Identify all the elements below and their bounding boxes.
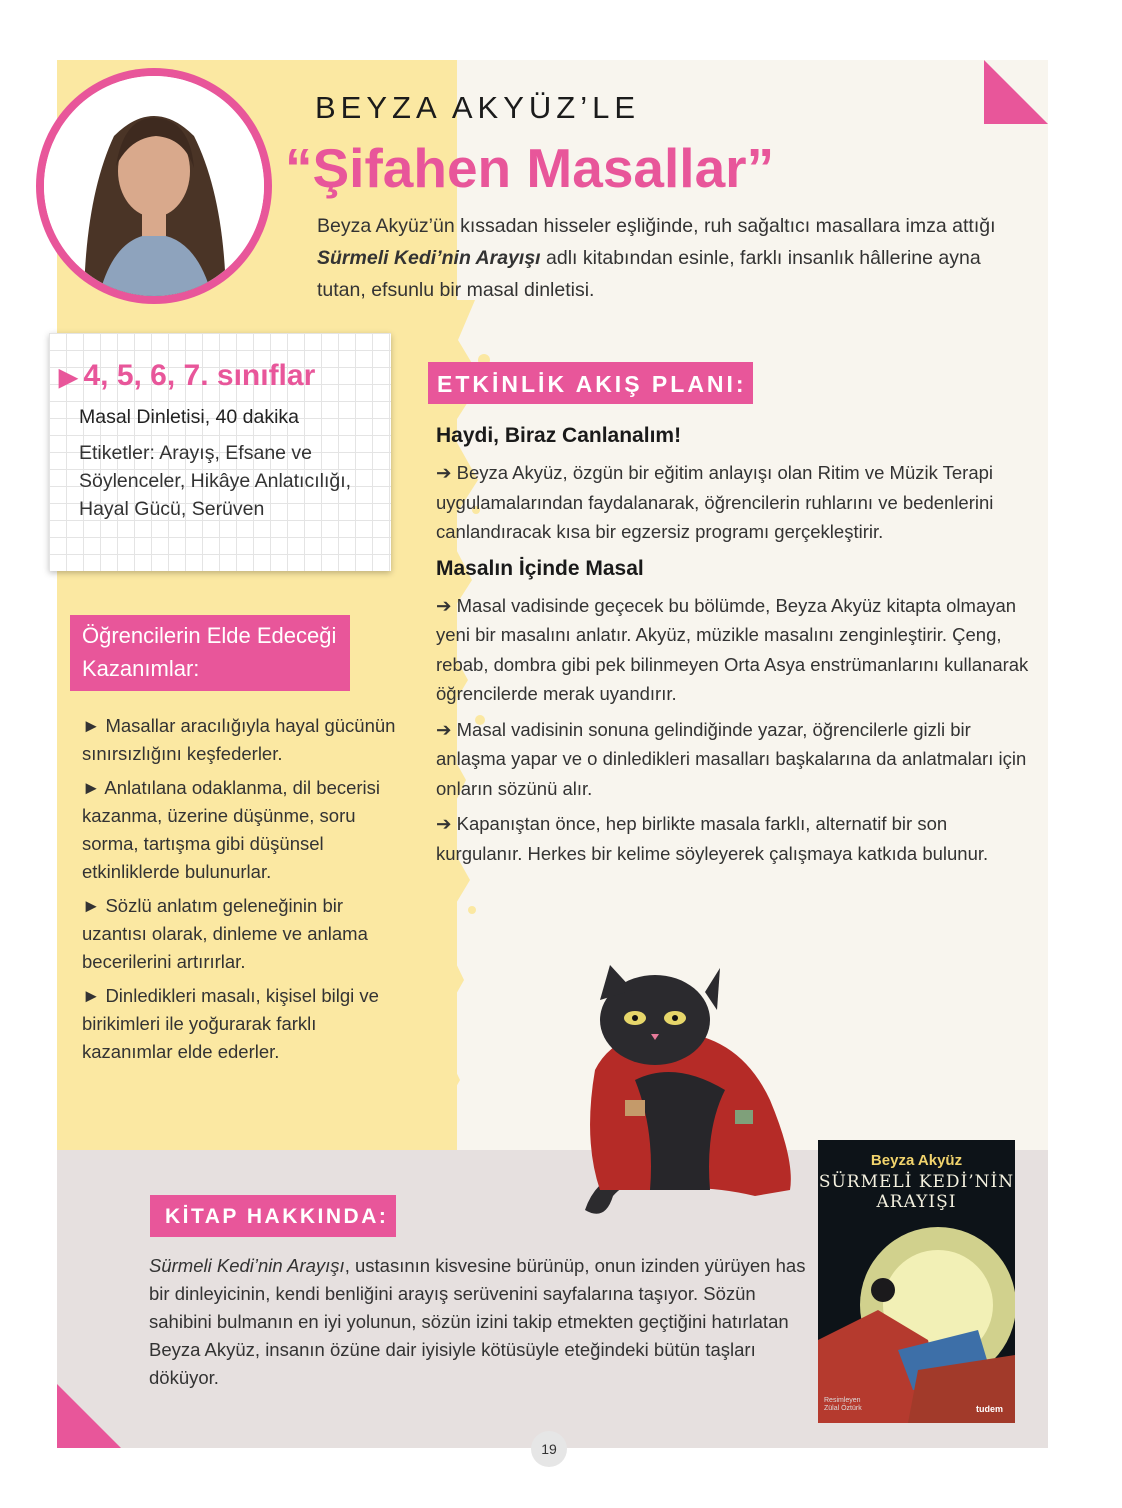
grades-text: 4, 5, 6, 7. sınıflar xyxy=(83,359,316,392)
outcome-item: ► Anlatılana odaklanma, dil becerisi kazanma, üzerine düşünme, soru sorma, tartışma gibi düşünsel etkinliklerde bulunurlar. xyxy=(82,777,381,882)
page-title: “Şifahen Masallar” xyxy=(285,137,775,199)
author-photo xyxy=(44,76,264,296)
outcomes-label: Öğrencilerin Elde Edeceği Kazanımlar: xyxy=(70,615,350,691)
about-book-text xyxy=(149,1252,809,1392)
flow-item: ➔ Masal vadisinin sonuna gelindiğinde yazar, öğrencilerle gizli bir anlaşma yapar ve o dinledikleri masalları başkalarına da anlatmaları için onların sözünü alır. xyxy=(436,718,1027,799)
info-card xyxy=(49,333,391,571)
book-cover-illustrator: Zülal Öztürk xyxy=(824,1405,862,1412)
intro-book-title: Sürmeli Kedi’nin Arayışı xyxy=(317,247,541,269)
book-cover-credit-role: Resimleyen xyxy=(824,1397,861,1404)
about-book-title: Sürmeli Kedi’nin Arayışı xyxy=(149,1255,345,1276)
page-number: 19 xyxy=(531,1431,567,1467)
cat-illustration xyxy=(555,960,805,1230)
flow-item: ➔ Masal vadisinde geçecek bu bölümde, Beyza Akyüz kitapta olmayan yeni bir masalını anlatır. Akyüz, müzikle masalını zenginleştirir. Çeng, rebab, dombra gibi pek bilinmeyen Orta Asya enstrümanlarını kullanarak öğrencilerde merak uyandırır. xyxy=(436,594,1029,704)
grades-heading xyxy=(59,359,315,393)
outcome-item: ► Dinledikleri masalı, kişisel bilgi ve birikimleri ile yoğurarak farklı kazanımlar elde ederler. xyxy=(82,985,379,1062)
play-triangle-icon: ▶ xyxy=(59,364,78,391)
about-book-body: , ustasının kisvesine bürünüp, onun izinden yürüyen has bir dinleyicinin, kendi benliğini arayış serüvenini sayfalarına taşıyor. Sözün sahibini bulmanın en iyi yolunun, sözün izini takip etmekten geçtiğini hatırlatan Beyza Akyüz, insanın özüne dair iyisiyle kötüsüyle eteğindeki bütün taşları döküyor. xyxy=(149,1255,806,1388)
outcome-item: ► Sözlü anlatım geleneğinin bir uzantısı olarak, dinleme ve anlama becerilerini artırırlar. xyxy=(82,895,368,972)
book-cover-credit xyxy=(824,1397,862,1413)
book-cover-author: Beyza Akyüz xyxy=(870,1152,963,1169)
eyebrow-title: BEYZA AKYÜZ’LE xyxy=(315,90,640,125)
flow-plan xyxy=(436,424,1036,874)
flow-item: ➔ Beyza Akyüz, özgün bir eğitim anlayışı olan Ritim ve Müzik Terapi uygulamalarından faydalanarak, öğrencilerin ruhlarını ve bedenlerini canlandıracak kısa bir egzersiz programı gerçekleştirir. xyxy=(436,462,994,542)
book-cover-title xyxy=(818,1172,1015,1212)
outcomes-list xyxy=(82,712,400,1072)
flow-plan-label: ETKİNLİK AKIŞ PLANI: xyxy=(428,362,753,404)
flow-item: ➔ Kapanıştan önce, hep birlikte masala farklı, alternatif bir son kurgulanır. Herkes bir kelime söyleyerek çalışmaya katkıda bulunur. xyxy=(436,813,989,864)
corner-triangle-top-right xyxy=(984,60,1048,124)
book-cover xyxy=(818,1140,1015,1423)
book-cover-title-line2: ARAYIŞI xyxy=(876,1192,957,1212)
tags-text: Etiketler: Arayış, Efsane ve Söylenceler, Hikâye Anlatıcılığı, Hayal Gücü, Serüven xyxy=(79,442,352,520)
intro-text-post: adlı kitabından esinle, farklı insanlık hâllerine ayna tutan, efsunlu bir masal dinletisi. xyxy=(317,247,981,301)
section-title: Haydi, Biraz Canlanalım! xyxy=(436,424,682,447)
duration-text: Masal Dinletisi, 40 dakika xyxy=(79,406,300,428)
book-cover-title-line1: SÜRMELİ KEDİ’NİN xyxy=(818,1172,1015,1192)
section-title: Masalın İçinde Masal xyxy=(436,556,644,580)
about-book-label: KİTAP HAKKINDA: xyxy=(150,1195,396,1237)
book-cover-publisher: tudem xyxy=(976,1404,1003,1414)
corner-triangle-bottom-left xyxy=(57,1384,121,1448)
intro-paragraph xyxy=(317,210,1017,306)
intro-text-pre: Beyza Akyüz’ün kıssadan hisseler eşliğinde, ruh sağaltıcı masallara imza attığı xyxy=(317,215,996,237)
author-portrait xyxy=(36,68,272,304)
outcome-item: ► Masallar aracılığıyla hayal gücünün sınırsızlığını keşfederler. xyxy=(82,715,396,764)
